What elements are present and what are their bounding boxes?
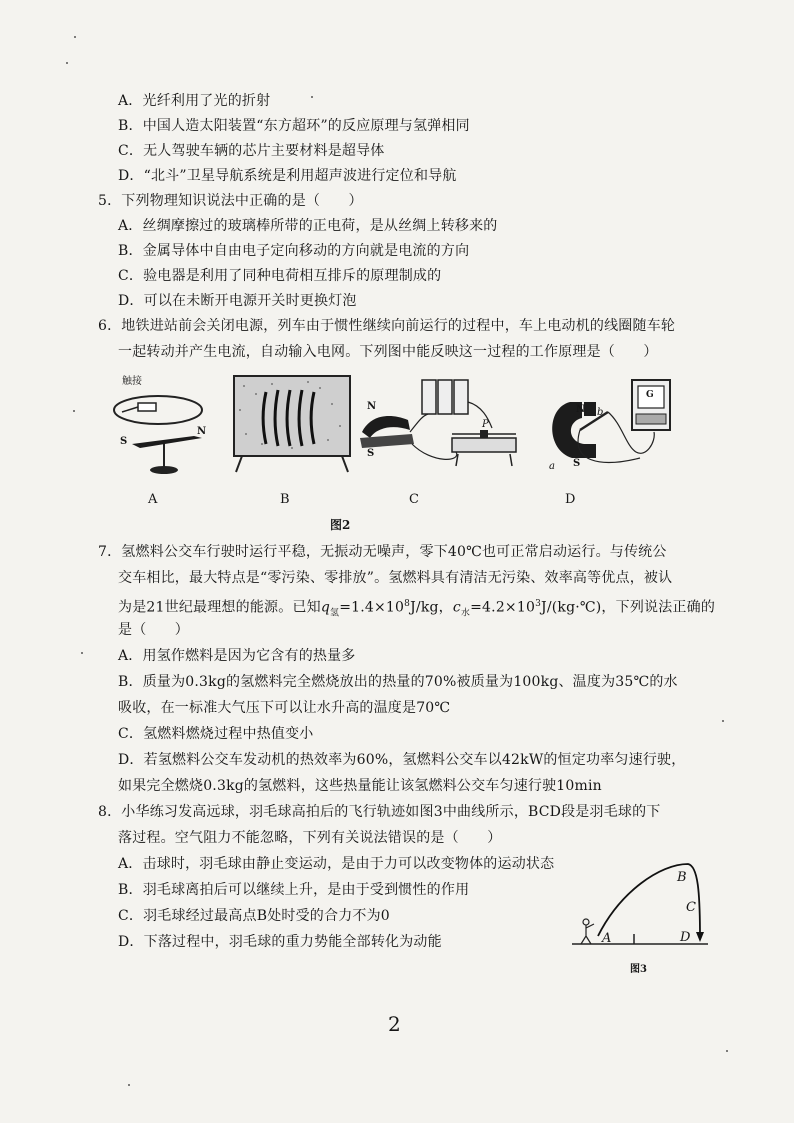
figure3-point-c: C [686,900,696,915]
panel-d-b-label: b [597,407,604,418]
q8-option-d: D．下落过程中，羽毛球的重力势能全部转化为动能 [118,934,442,950]
panel-c-p-label: P [482,419,489,430]
panel-c-s-label: S [367,448,375,459]
q8-option-a: A．击球时，羽毛球由静止变运动，是由于力可以改变物体的运动状态 [118,856,555,872]
c-unit: J/(kg·℃)，下列说法正确的 [541,599,716,616]
panel-label-c: C [409,492,419,507]
figure3-caption: 图3 [630,964,647,975]
c-exponent: 3 [535,599,542,609]
q8-option-b: B．羽毛球离拍后可以继续上升，是由于受到惯性的作用 [118,882,470,898]
q-value: =1.4×10 [339,599,405,616]
q7-option-b-cont: 吸收，在一标准大气压下可以让水升高的温度是70℃ [118,700,451,716]
figure3-point-d: D [680,930,691,945]
q4-option-c: C．无人驾驶车辆的芯片主要材料是超导体 [118,143,385,159]
q6-stem-line2: 一起转动并产生电流，自动输入电网。下列图中能反映这一过程的工作原理是（ ） [118,344,658,360]
q7-stem-line3-text: 为是21世纪最理想的能源。已知 [118,599,321,616]
q5-option-a: A．丝绸摩擦过的玻璃棒所带的正电荷，是从丝绸上转移来的 [118,218,498,234]
q7-option-b: B．质量为0.3kg的氢燃料完全燃烧放出的热量的70%被质量为100kg、温度为35℃的水 [118,674,678,690]
panel-a-contact-label: 触接 [122,376,142,387]
q5-option-c: C．验电器是利用了同种电荷相互排斥的原理制成的 [118,268,442,284]
q7-stem-line3 [118,595,715,622]
q7-option-d: D．若氢燃料公交车发动机的热效率为60%，氢燃料公交车以42kW的恒定功率匀速行驶， [118,752,686,768]
q-exponent: 8 [404,599,411,609]
q7-option-c: C．氢燃料燃烧过程中热值变小 [118,726,314,742]
panel-d-g-label: G [646,390,654,400]
q-unit: J/kg， [410,599,453,616]
figure2-panel-b [232,374,352,474]
q8-stem-line2: 落过程。空气阻力不能忽略，下列有关说法错误的是（ ） [118,830,502,846]
figure2-panel-c [352,372,522,472]
q5-option-b: B．金属导体中自由电子定向移动的方向就是电流的方向 [118,243,470,259]
scan-speck [73,410,75,412]
q7-stem-line2: 交车相比，最大特点是“零污染、零排放”。氢燃料具有清洁无污染、效率高等优点，被认 [118,570,673,586]
panel-label-d: D [565,492,576,507]
scan-speck [311,96,313,98]
scan-speck [66,62,68,64]
q7-option-d-cont: 如果完全燃烧0.3kg的氢燃料，这些热量能让该氢燃料公交车匀速行驶10min [118,778,602,794]
page-number: 2 [388,1012,401,1036]
c-subscript: 水 [460,608,471,619]
q5-option-d: D．可以在未断开电源开关时更换灯泡 [118,293,357,309]
scan-speck [726,1050,728,1052]
panel-label-b: B [280,492,290,507]
q4-option-b: B．中国人造太阳装置“东方超环”的反应原理与氢弹相同 [118,118,470,134]
panel-label-a: A [148,492,158,507]
c-symbol: c [452,599,461,616]
c-value: =4.2×10 [470,599,536,616]
q-subscript: 氢 [330,608,340,619]
scan-speck [128,1084,130,1086]
scan-speck [81,652,83,654]
figure3-point-b: B [677,870,687,885]
q-symbol: q [320,599,330,616]
panel-a-n-label: N [197,426,207,437]
q8-stem-line1: 8．小华练习发高远球，羽毛球高拍后的飞行轨迹如图3中曲线所示，BCD段是羽毛球的下 [98,804,661,820]
q6-stem-line1: 6．地铁进站前会关闭电源，列车由于惯性继续向前运行的过程中，车上电动机的线圈随车轮 [98,318,676,334]
figure3-point-a: A [602,931,612,946]
figure2-caption: 图2 [330,518,351,532]
q7-stem-line4: 是（ ） [118,622,189,638]
q7-stem-line1: 7．氢燃料公交车行驶时运行平稳，无振动无噪声，零下40℃也可正常启动运行。与传统公 [98,544,667,560]
scan-speck [722,720,724,722]
panel-c-n-label: N [367,401,377,412]
q5-stem: 5．下列物理知识说法中正确的是（ ） [98,193,363,209]
panel-d-a-label: a [549,461,555,472]
scan-speck [74,36,76,38]
q8-option-c: C．羽毛球经过最高点B处时受的合力不为0 [118,908,390,924]
q4-option-a: A．光纤利用了光的折射 [118,93,271,109]
panel-a-s-label: S [120,436,128,447]
q4-option-d: D．“北斗”卫星导航系统是利用超声波进行定位和导航 [118,168,457,184]
q7-option-a: A．用氢作燃料是因为它含有的热量多 [118,648,356,664]
panel-d-s-label: S [573,458,581,469]
panel-d-n-label: N [576,404,586,415]
figure2-panel-d [540,372,680,472]
